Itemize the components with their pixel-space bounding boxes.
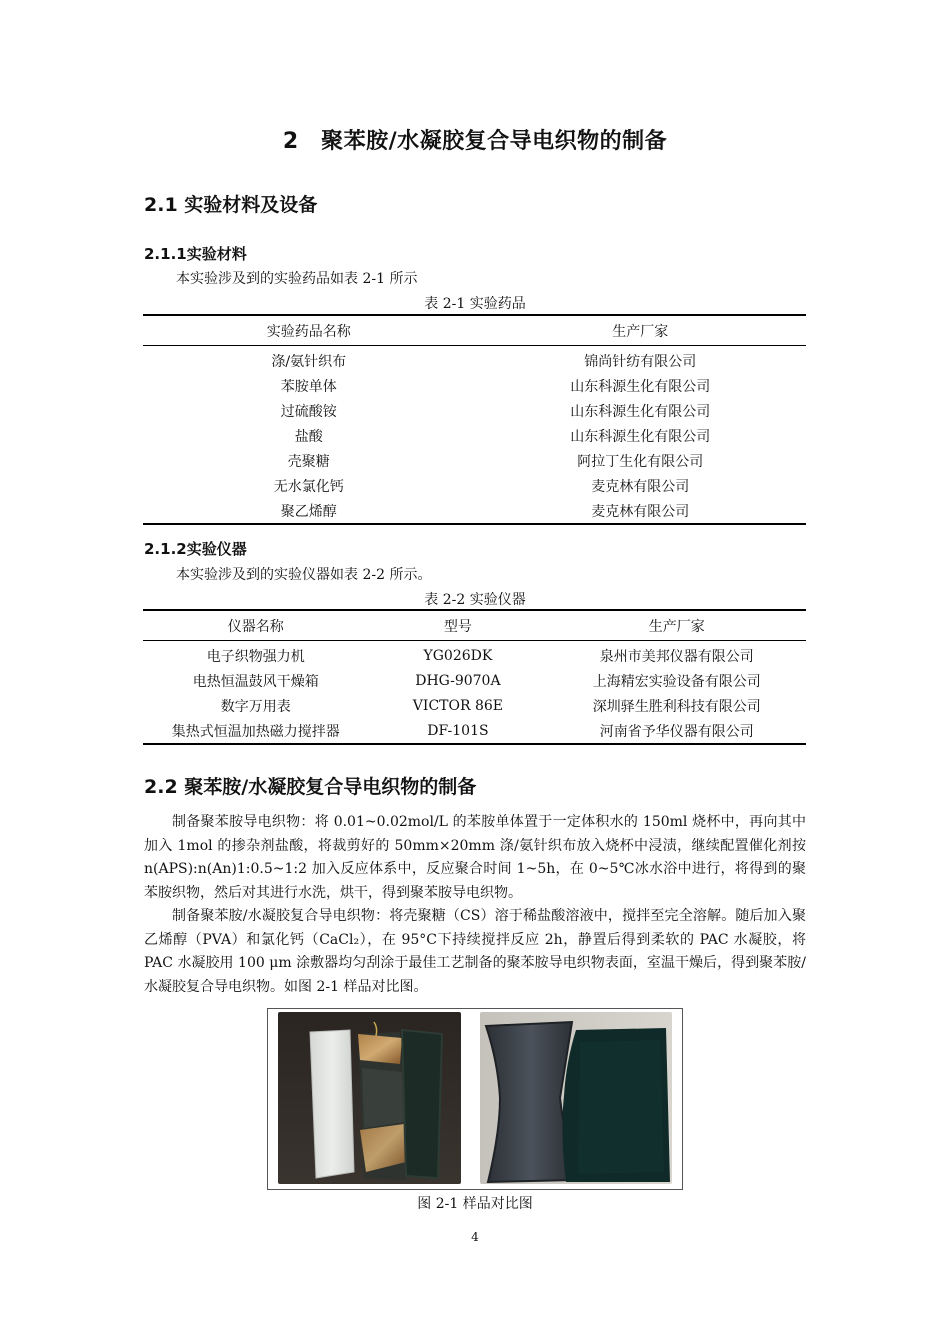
paragraph-pani-fabric: 制备聚苯胺导电织物：将 0.01~0.02mol/L 的苯胺单体置于一定体积水的 150ml 烧杯中，再向其中加入 1mol 的掺杂剂盐酸，将裁剪好的 50mm×20mm 涤/氨针织布放入烧杯中浸渍，继续配置催化剂按 n(APS):n(An)1:0.5~1:2 加入反应体系中，反应聚合时间 1~5h，在 0~5℃冰水浴中进行，将得到的聚苯胺织物，然后对其进行水洗，烘干，得到聚苯胺导电织物。 <box>144 814 806 901</box>
instruments-intro: 本实验涉及到的实验仪器如表 2-2 所示。 <box>176 567 432 583</box>
table-cell: YG026DK <box>423 647 493 664</box>
table-row <box>143 373 806 398</box>
table-cell: 电热恒温鼓风干燥箱 <box>192 673 319 690</box>
table-cell: 阿拉丁生化有限公司 <box>577 453 704 470</box>
table-header-row <box>143 610 806 641</box>
column-header: 生产厂家 <box>547 610 806 641</box>
column-header: 实验药品名称 <box>143 315 475 346</box>
table-cell: 麦克林有限公司 <box>591 478 690 495</box>
table-2-2-caption: 表 2-2 实验仪器 <box>424 592 526 608</box>
table-cell: 聚乙烯醇 <box>143 498 475 524</box>
table-cell: 泉州市美邦仪器有限公司 <box>599 648 754 665</box>
page-number: 4 <box>471 1230 479 1244</box>
table-cell: DHG-9070A <box>415 672 501 689</box>
table-row <box>143 668 806 693</box>
chapter-title: 2 聚苯胺/水凝胶复合导电织物的制备 <box>282 129 668 154</box>
column-header: 型号 <box>368 610 547 641</box>
column-header: 生产厂家 <box>475 315 807 346</box>
table-cell: 无水氯化钙 <box>273 478 344 495</box>
table-row <box>143 448 806 473</box>
table-row <box>143 346 806 374</box>
table-row <box>143 641 806 669</box>
table-row <box>143 498 806 524</box>
table-cell: 过硫酸铵 <box>280 403 337 420</box>
section-2-1-2-heading: 2.1.2实验仪器 <box>144 540 247 558</box>
sample-photo-left <box>278 1012 461 1184</box>
table-2-1-caption: 表 2-1 实验药品 <box>424 296 526 312</box>
table-cell: 山东科源生化有限公司 <box>570 378 711 395</box>
table-cell: 壳聚糖 <box>287 453 330 470</box>
table-cell: 集热式恒温加热磁力搅拌器 <box>143 718 368 744</box>
table-row <box>143 693 806 718</box>
table-cell: 锦尚针纺有限公司 <box>584 353 697 370</box>
instruments-table <box>143 609 806 745</box>
table-cell: 河南省予华仪器有限公司 <box>547 718 806 744</box>
table-cell: 数字万用表 <box>220 698 291 715</box>
sample-photo-right <box>480 1012 672 1184</box>
materials-table <box>143 314 806 525</box>
table-cell: DF-101S <box>368 718 547 744</box>
table-cell: 麦克林有限公司 <box>475 498 807 524</box>
table-cell: 上海精宏实验设备有限公司 <box>592 673 761 690</box>
table-row <box>143 473 806 498</box>
table-cell: 盐酸 <box>294 428 323 445</box>
table-cell: 山东科源生化有限公司 <box>570 403 711 420</box>
table-cell: 山东科源生化有限公司 <box>570 428 711 445</box>
table-cell: 电子织物强力机 <box>206 648 305 665</box>
table-row <box>143 718 806 744</box>
paragraph-composite-fabric: 制备聚苯胺/水凝胶复合导电织物：将壳聚糖（CS）溶于稀盐酸溶液中，搅拌至完全溶解。随后加入聚乙烯醇（PVA）和氯化钙（CaCl₂），在 95°C下持续搅拌反应 2h，静置后得到柔软的 PAC 水凝胶，将 PAC 水凝胶用 100 μm 涂敷器均匀刮涂于最佳工艺制备的聚苯胺导电织物表面，室温干燥后，得到聚苯胺/水凝胶复合导电织物。如图 2-1 样品对比图。 <box>144 908 806 995</box>
materials-intro: 本实验涉及到的实验药品如表 2-1 所示 <box>176 271 418 287</box>
section-2-1-heading: 2.1 实验材料及设备 <box>144 194 318 216</box>
table-cell: 深圳驿生胜利科技有限公司 <box>592 698 761 715</box>
table-cell: VICTOR 86E <box>412 697 503 714</box>
figure-2-1-caption: 图 2-1 样品对比图 <box>417 1196 533 1212</box>
table-cell: 涤/氨针织布 <box>271 353 347 370</box>
table-row <box>143 398 806 423</box>
section-2-2-heading: 2.2 聚苯胺/水凝胶复合导电织物的制备 <box>144 776 477 798</box>
column-header: 仪器名称 <box>143 610 368 641</box>
table-header-row <box>143 315 806 346</box>
table-cell: 苯胺单体 <box>280 378 337 395</box>
sample-comparison-figure <box>267 1008 683 1190</box>
section-2-1-1-heading: 2.1.1实验材料 <box>144 245 247 263</box>
table-row <box>143 423 806 448</box>
